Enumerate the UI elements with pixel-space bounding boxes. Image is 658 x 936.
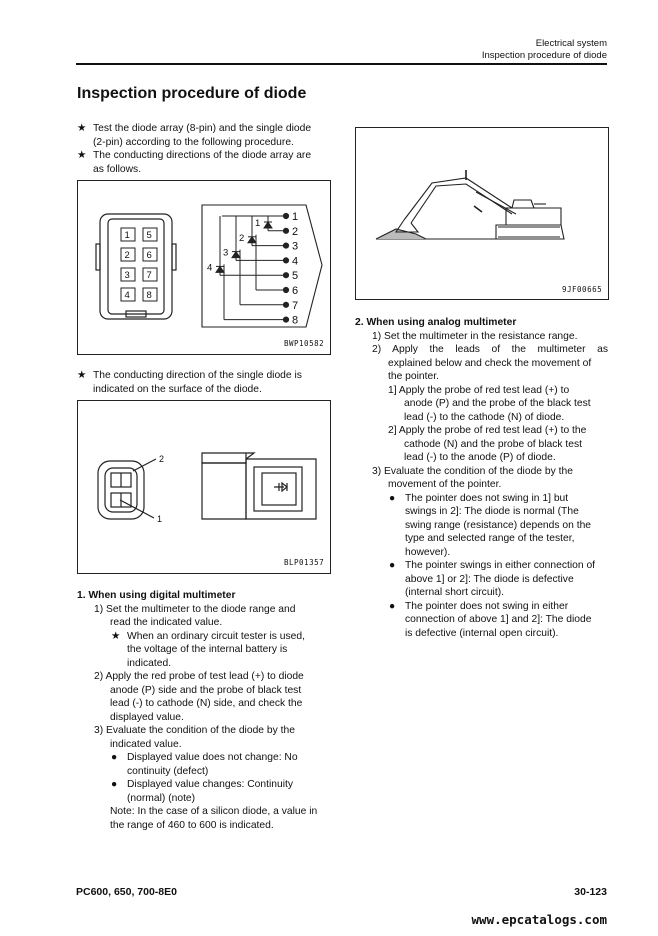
single-diode-figure [77, 400, 331, 574]
bullet-icon: ● [389, 600, 396, 612]
running-header [482, 38, 607, 62]
pin-number: 1 [124, 230, 130, 241]
terminal-label: 2 [292, 225, 299, 238]
bullet-icon: ● [111, 752, 118, 763]
pin-number: 3 [124, 270, 130, 281]
diode-label: 4 [207, 262, 213, 274]
terminal-label: 6 [292, 285, 299, 297]
diode-symbol [216, 266, 224, 272]
figure-code: BLP01357 [284, 558, 325, 567]
bullet-icon: ● [111, 779, 118, 790]
terminal-label: 7 [292, 299, 299, 312]
terminal-label: 8 [292, 314, 299, 327]
pin-number: 6 [146, 250, 152, 261]
header-section: Electrical system [535, 38, 607, 49]
excavator-figure [355, 127, 609, 300]
header-topic: Inspection procedure of diode [481, 50, 607, 61]
page-number: 30-123 [574, 886, 607, 898]
star-icon: ★ [77, 370, 87, 381]
label-2: 2 [159, 454, 165, 464]
digital-multimeter-section: 1. When using digital multimeter 1) Set the multimeter to the diode range and read the indicated value. ★ When an ordinary circuit tester is used, the voltage of the internal battery is indicated. 2) Apply the red probe of test lead (+) to diode anode (P) side and the probe of black test lead (-) to cathode (N) side, and check the displayed value. 3) Evaluate the condition of the diode by the indicated value. ● Displayed value does not change: No continuity (defect) ● Displayed value changes: Continuity (normal) (note) Note: In the case of a silicon diode, a value in the range of 460 to 600 is indicated. [77, 589, 330, 832]
section-heading: 2. When using analog multimeter [355, 317, 517, 328]
excavator-illustration [356, 128, 608, 299]
bullet-icon: ● [389, 492, 396, 504]
pin-number: 5 [146, 230, 152, 241]
single-diode-diagram [78, 401, 330, 573]
pin-number: 7 [146, 270, 152, 281]
terminal-label: 3 [292, 240, 299, 253]
intro-bullet-2: ★ The conducting directions of the diode array are as follows. [77, 150, 312, 175]
intro-text [77, 122, 330, 176]
diode-array-diagram [78, 181, 330, 354]
analog-multimeter-section: 2. When using analog multimeter 1) Set the multimeter in the resistance range. 2) Apply the leads of the multimeter as explained below and check the movement of the pointer. 1] Apply the probe of red test lead (+) to anode (P) and the probe of the black test lead (-) to the cathode (N) of diode. 2] Apply the probe of red test lead (+) to the cathode (N) and the probe of black test lead (-) to the anode (P) of diode. 3) Evaluate the condition of the diode by the movement of the pointer. ● The pointer does not swing in 1] but swings in 2]: The diode is normal (The swing range (resistance) depends on the type and selected range of the tester, however). ● The pointer swings in either connection of above 1] or 2]: The diode is defective (internal short circuit). ● The pointer does not swing in either connection of above 1] and 2]: The diode is defective (internal open circuit). [355, 317, 608, 639]
diode-array-figure [77, 180, 331, 355]
diode-label: 1 [255, 218, 261, 229]
terminal-label: 4 [292, 255, 299, 268]
diode-symbol [232, 252, 240, 258]
section-heading: 1. When using digital multimeter [77, 590, 236, 601]
pin-number: 2 [124, 250, 130, 261]
figure-code: BWP10582 [284, 339, 325, 348]
star-icon: ★ [77, 123, 87, 134]
intro-bullet-1: ★ Test the diode array (8-pin) and the single diode (2-pin) according to the following procedure. [77, 123, 312, 148]
terminal-label: 1 [292, 211, 299, 223]
star-icon: ★ [77, 150, 87, 161]
label-1: 1 [157, 514, 163, 524]
terminal-label: 5 [292, 270, 299, 283]
model-footer: PC600, 650, 700-8E0 [76, 886, 177, 898]
page-title: Inspection procedure of diode [77, 85, 307, 102]
single-diode-note: ★ The conducting direction of the single diode is indicated on the surface of the diode. [77, 370, 302, 395]
watermark: www.epcatalogs.com [471, 912, 607, 927]
pin-number: 8 [146, 290, 152, 301]
diode-symbol [248, 237, 256, 243]
diode-label: 3 [223, 247, 229, 259]
diode-label: 2 [239, 232, 245, 244]
figure-code: 9JF00665 [562, 285, 603, 294]
star-icon: ★ [111, 630, 121, 642]
header-rule [76, 63, 607, 65]
diode-symbol [264, 222, 272, 228]
pin-number: 4 [124, 290, 130, 301]
bullet-icon: ● [389, 560, 396, 571]
